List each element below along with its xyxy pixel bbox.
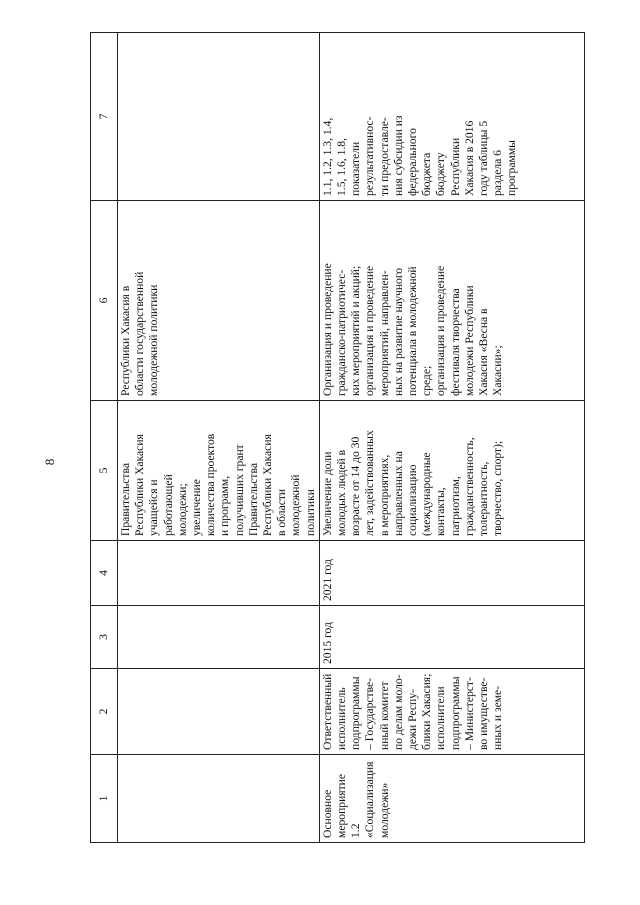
rotated-table-container — [90, 33, 620, 843]
table-row-main-activity — [319, 33, 584, 843]
header-cell-2: 2 — [91, 669, 118, 755]
executor-cell: Ответственный исполнитель подпрограммы – Государстве- нный комитет по делам моло- дежи Респу- блики Хакасия; исполнители подпрограммы – Министерст- во имуществе- нных и земе- — [319, 669, 584, 755]
header-row — [91, 33, 118, 843]
page-number: 8 — [42, 458, 57, 466]
end-year-cell: 2021 год — [319, 541, 584, 606]
continuation-cell-7 — [118, 33, 320, 201]
program-table — [90, 32, 585, 843]
continuation-cell-5: Правительства Республики Хакасия учащейся и работающей молодежи; увеличение количества проектов и программ, получивших грант Правительства Республики Хакасия в области молодежной политики — [118, 401, 320, 541]
header-cell-7: 7 — [91, 33, 118, 201]
expected-result-cell: Увеличение доли молодых людей в возрасте от 14 до 30 лет, задействованных в мероприятиях, направленных на социализацию (международные контакты, патриотизм, гражданственность, толерантность, творчество, спорт); — [319, 401, 584, 541]
continuation-cell-3 — [118, 606, 320, 669]
header-cell-5: 5 — [91, 401, 118, 541]
continuation-cell-1 — [118, 755, 320, 843]
header-cell-6: 6 — [91, 201, 118, 401]
main-directions-cell: Организация и проведение гражданско-патриотичес- ких мероприятий и акций; организация и проведение мероприятий, направлен- ных на развитие научного потенциала в молодежной среде; организация и проведение фестиваля творчества молодежи Республики Хакасия «Весна в Хакасии»; — [319, 201, 584, 401]
activity-name-cell: Основное мероприятие 1.2 «Социализация молодежи» — [319, 755, 584, 843]
table-row-continuation — [118, 33, 320, 843]
continuation-cell-2 — [118, 669, 320, 755]
start-year-cell: 2015 год — [319, 606, 584, 669]
continuation-cell-4 — [118, 541, 320, 606]
continuation-cell-6: Республики Хакасия в области государственной молодежной политики — [118, 201, 320, 401]
indicators-link-cell: 1.1, 1.2, 1.3, 1.4, 1.5, 1.6, 1.8, показатели результативнос- ти предоставле- ния субсидии из федерального бюджета бюджету Республики Хакасия в 2016 году таблицы 5 раздела 6 программы — [319, 33, 584, 201]
header-cell-3: 3 — [91, 606, 118, 669]
header-cell-4: 4 — [91, 541, 118, 606]
header-cell-1: 1 — [91, 755, 118, 843]
